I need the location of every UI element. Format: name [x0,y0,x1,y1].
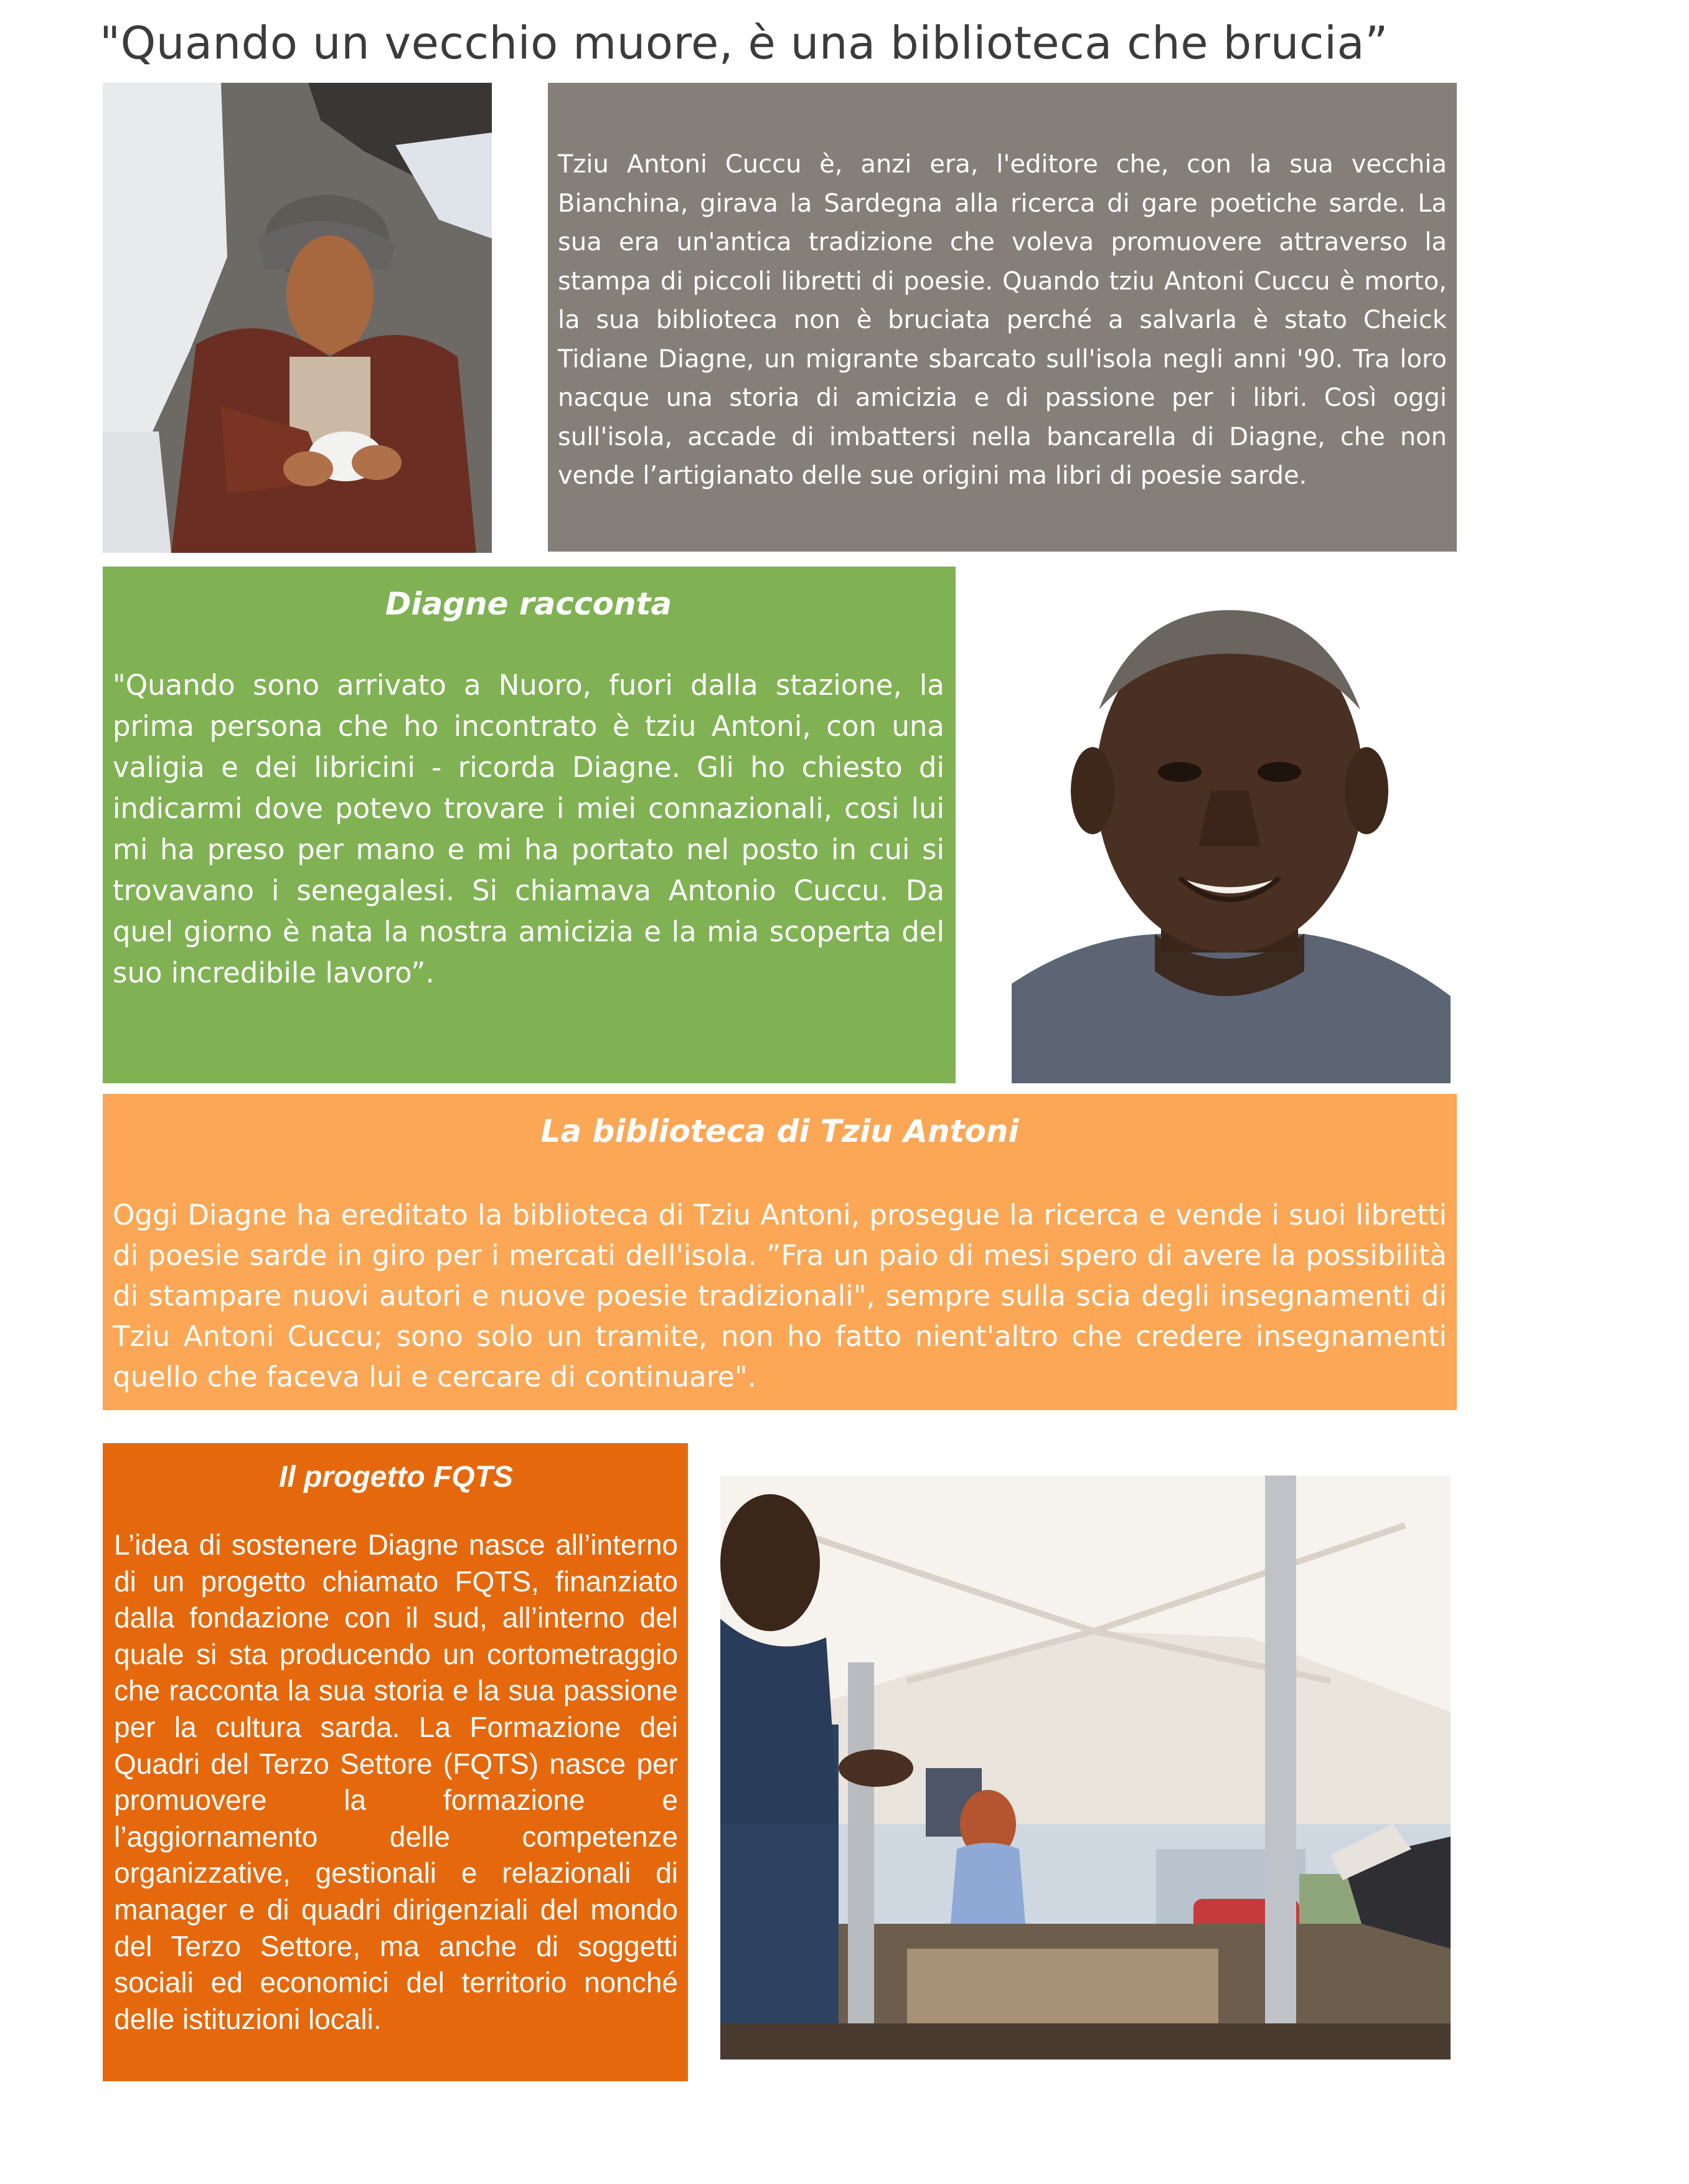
photo-market-stall [720,1476,1451,2059]
fqts-paragraph: L’idea di sostenere Diagne nasce all’interno di un progetto chiamato FQTS, finanziato dalla fondazione con il sud, all’interno del quale si sta producendo un cortometraggio che racconta la sua storia e la sua passione per la cultura sarda. La Formazione dei Quadri del Terzo Settore (FQTS) nasce per promuovere la formazione e l’aggiornamento delle competenze organizzative, gestionali e relazionali di manager e di quadri dirigenziali del mondo del Terzo Settore, ma anche di soggetti sociali ed economici del territorio nonché delle istituzioni locali. [114,1528,678,2035]
fqts-heading: Il progetto FQTS [279,1461,513,1494]
biblioteca-box [103,1094,1457,1410]
diagne-quote: "Quando sono arrivato a Nuoro, fuori dalla stazione, la prima persona che ho incontrato è tziu Antoni, con una valigia e dei libricini - ricorda Diagne. Gli ho chiesto di indicarmi dove potevo trovare i miei connazionali, cosi lui mi ha preso per mano e mi ha portato nel posto in cui si trovavano i senegalesi. Si chiamava Antonio Cuccu. Da quel giorno è nata la nostra amicizia e la mia scoperta del suo incredibile lavoro”. [113,669,944,989]
intro-box [548,83,1457,552]
photo-diagne-portrait [1012,585,1451,1083]
biblioteca-paragraph: Oggi Diagne ha ereditato la biblioteca di Tziu Antoni, prosegue la ricerca e vende i suoi libretti di poesie sarde in giro per i mercati dell'isola. ”Fra un paio di mesi spero di avere la possibilità di stampare nuovi autori e nuove poesie tradizionali", sempre sulla scia degli insegnamenti di Tziu Antoni Cuccu; sono solo un tramite, non ho fatto nient'altro che credere insegnamenti quello che faceva lui e cercare di continuare". [113,1198,1447,1393]
fqts-box [103,1443,688,2081]
intro-paragraph: Tziu Antoni Cuccu è, anzi era, l'editore che, con la sua vecchia Bianchina, girava la Sardegna alla ricerca di gare poetiche sarde. La sua era un'antica tradizione che voleva promuovere attraverso la stampa di piccoli libretti di poesie. Quando tziu Antoni Cuccu è morto, la sua biblioteca non è bruciata perché a salvarla è stato Cheick Tidiane Diagne, un migrante sbarcato sull'isola negli anni '90. Tra loro nacque una storia di amicizia e di passione per i libri. Così oggi sull'isola, accade di imbattersi nella bancarella di Diagne, che non vende l’artigianato delle sue origini ma libri di poesie sarde. [558,150,1447,490]
photo-old-man-in-car [103,83,492,553]
diagne-quote-box [103,567,956,1083]
page-title: "Quando un vecchio muore, è una biblioteca che brucia” [100,17,1388,69]
biblioteca-heading: La biblioteca di Tziu Antoni [540,1113,1019,1149]
diagne-heading: Diagne racconta [385,586,672,622]
